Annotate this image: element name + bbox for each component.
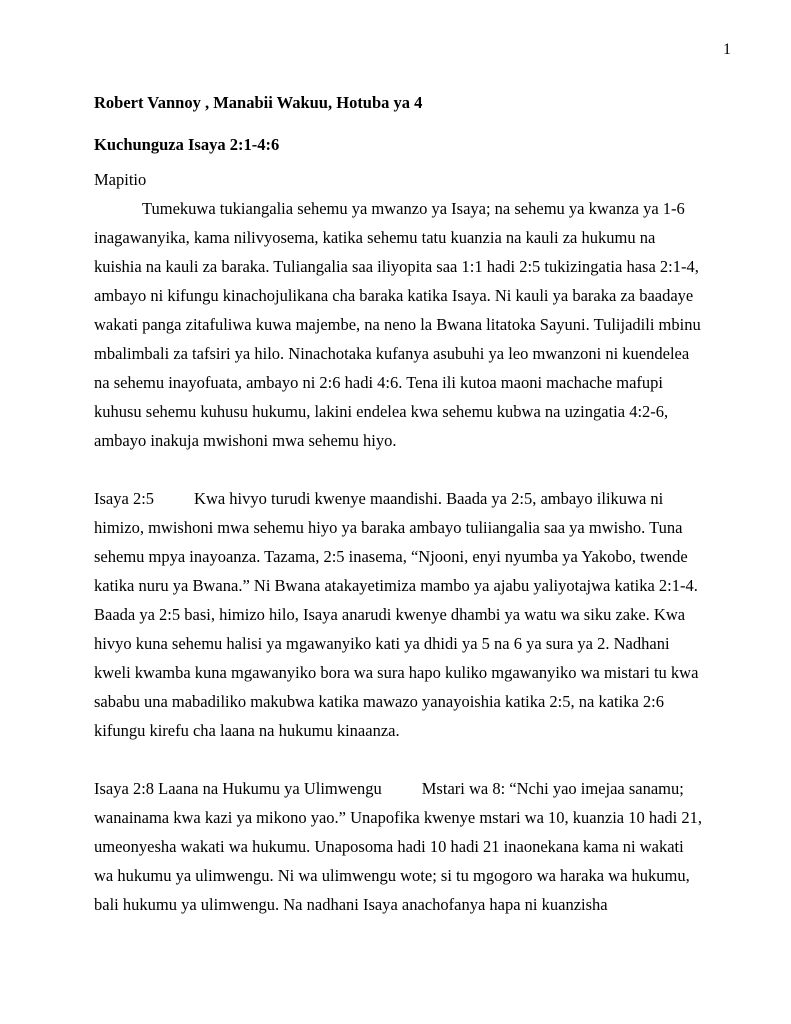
paragraph xyxy=(94,484,702,745)
page-number: 1 xyxy=(723,41,731,58)
paragraph-label: Isaya 2:5 xyxy=(94,489,155,508)
paragraph-label: Isaya 2:8 Laana na Hukumu ya Ulimwengu xyxy=(94,779,382,798)
paragraph xyxy=(94,194,702,455)
paragraph-body: Kwa hivyo turudi kwenye maandishi. Baada ya 2:5, ambayo ilikuwa ni himizo, mwishoni mwa sehemu hiyo ya baraka ambayo tuliiangalia saa ya mwisho. Tuna sehemu mpya inayoanza. Tazama, 2:5 inasema, “Njooni, enyi nyumba ya Yakobo, twende katika nuru ya Bwana.” Ni Bwana atakayetimiza mambo ya ajabu yaliyotajwa katika 2:1-4. Baada ya 2:5 basi, himizo hilo, Isaya anarudi kwenye dhambi ya watu wa siku zake. Kwa hivyo kuna sehemu halisi ya mgawanyiko kati ya dhidi ya 5 na 6 ya sura ya 2. Nadhani kweli kwamba kuna mgawanyiko bora wa sura hapo kuliko mgawanyiko wa mistari tu kwa sababu una mabadiliko makubwa katika mawazo yanayoishia katika 2:5, na katika 2:6 kifungu kirefu cha laana na hukumu kinaanza. xyxy=(94,489,699,740)
paragraph xyxy=(94,774,702,919)
paragraph-body: Mstari wa 8: “Nchi yao imejaa sanamu; wanainama kwa kazi ya mikono yao.” Unapofika kwenye mstari wa 10, kuanzia 10 hadi 21, umeonyesha wakati wa hukumu. Unaposoma hadi 10 hadi 21 inaonekana kama ni wakati wa hukumu ya ulimwengu. Ni wa ulimwengu wote; si tu mgogoro wa haraka wa hukumu, bali hukumu ya ulimwengu. Na nadhani Isaya anachofanya hapa ni kuanzisha xyxy=(94,779,703,914)
document-title: Robert Vannoy , Manabii Wakuu, Hotuba ya 4 xyxy=(94,93,423,112)
section-heading: Mapitio xyxy=(94,170,147,189)
document-subtitle: Kuchunguza Isaya 2:1-4:6 xyxy=(94,135,280,154)
paragraph-body: Tumekuwa tukiangalia sehemu ya mwanzo ya Isaya; na sehemu ya kwanza ya 1-6 inagawanyika, kama nilivyosema, katika sehemu tatu kuanzia na kauli za hukumu na kuishia na kauli za baraka. Tuliangalia saa iliyopita saa 1:1 hadi 2:5 tukizingatia hasa 2:1-4, ambayo ni kifungu kinachojulikana cha baraka katika Isaya. Ni kauli ya baraka za baadaye wakati panga zitafuliwa kuwa majembe, na neno la Bwana litatoka Sayuni. Tulijadili mbinu mbalimbali za tafsiri ya hilo. Ninachotaka kufanya asubuhi ya leo mwanzoni ni kuendelea na sehemu inayofuata, ambayo ni 2:6 hadi 4:6. Tena ili kutoa maoni machache mafupi kuhusu sehemu kuhusu hukumu, lakini endelea kwa sehemu kubwa na uzingatia 4:2-6, ambayo inakuja mwishoni mwa sehemu hiyo. xyxy=(94,199,701,450)
document-content xyxy=(94,88,702,919)
